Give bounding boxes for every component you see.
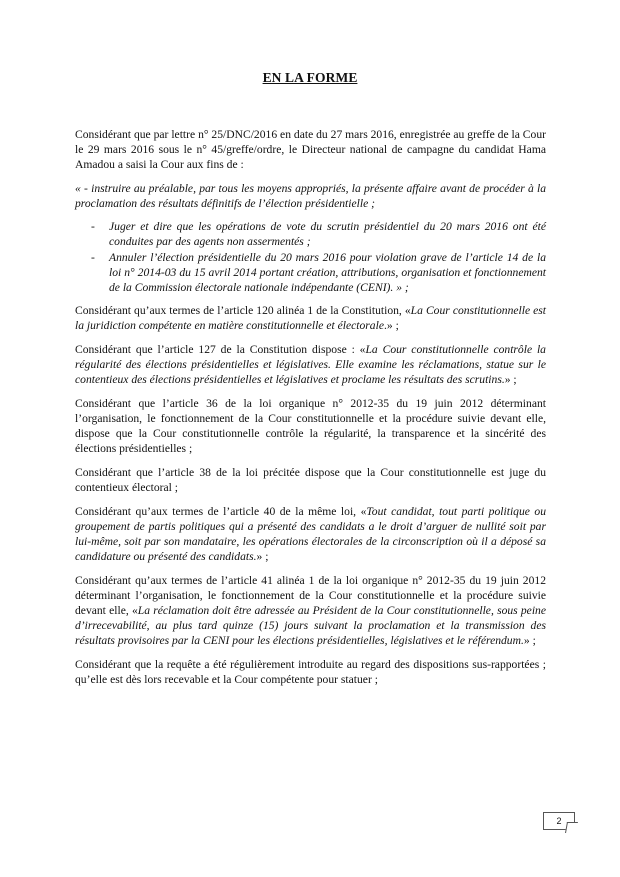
document-body xyxy=(75,127,546,696)
paragraph-admissibility: Considérant que la requête a été régulièrement introduite au regard des dispositions sus-rapportées ; qu’elle est dès lors recevable et la Cour compétente pour statuer ; xyxy=(75,658,546,686)
list-item: - Juger et dire que les opérations de vote du scrutin présidentiel du 20 mars 2016 ont été conduites par des agents non assermentés ; xyxy=(91,220,546,248)
paragraph-referral: Considérant que par lettre n° 25/DNC/2016 en date du 27 mars 2016, enregistrée au greffe de la Cour le 29 mars 2016 sous le n° 45/greffe/ordre, le Directeur national de campagne du candidat Hama Amadou a saisi la Cour aux fins de : xyxy=(75,128,546,171)
list-item: - Annuler l’élection présidentielle du 20 mars 2016 pour violation grave de l’article 14 de la loi n° 2014-03 du 15 avril 2014 portant création, attributions, organisation et fonctionnement de la Commission électorale nationale indépendante (CENI). » ; xyxy=(91,251,546,294)
page-corner-fold xyxy=(565,822,578,833)
paragraph-request-intro: « - instruire au préalable, par tous les moyens appropriés, la présente affaire avant de procéder à la proclamation des résultats définitifs de l’élection présidentielle ; xyxy=(75,182,546,210)
paragraph-article-120: Considérant qu’aux termes de l’article 120 alinéa 1 de la Constitution, «La Cour constitutionnelle est la juridiction compétente en matière constitutionnelle et électorale.» ; xyxy=(75,304,547,332)
paragraph-article-41: Considérant qu’aux termes de l’article 41 alinéa 1 de la loi organique n° 2012-35 du 19 juin 2012 déterminant l’organisation, le fonctionnement de la Cour constitutionnelle et la procédure suivie devant elle, «La réclamation doit être adressée au Président de la Cour constitutionnelle, sous peine d’irrecevabilité, au plus tard quinze (15) jours suivant la proclamation et la transmission des résultats provisoires par la CENI pour les élections présidentielles, législatives et le référendum.» ; xyxy=(75,574,546,647)
paragraph-article-36: Considérant que l’article 36 de la loi organique n° 2012-35 du 19 juin 2012 déterminant l’organisation, le fonctionnement de la Cour constitutionnelle et la procédure suivie devant elle, dispose que la Cour constitutionnelle contrôle la régularité, la transparence et la sincérité des élections présidentielles ; xyxy=(75,397,546,455)
paragraph-article-127: Considérant que l’article 127 de la Constitution dispose : «La Cour constitutionnelle contrôle la régularité des élections présidentielles et législatives. Elle examine les réclamations, statue sur le contentieux des élections présidentielles et législatives et proclame les résultats des scrutins.» ; xyxy=(75,343,546,386)
page-number: 2 xyxy=(543,812,575,830)
paragraph-article-40: Considérant qu’aux termes de l’article 40 de la même loi, «Tout candidat, tout parti politique ou groupement de partis politiques qui a présenté des candidats a le droit d’arguer de nullité soit par lui-même, soit par son mandataire, les opérations électorales de la circonscription où il a déposé sa candidature ou présenté des candidats.» ; xyxy=(75,505,547,563)
paragraph-article-38: Considérant que l’article 38 de la loi précitée dispose que la Cour constitutionnelle est juge du contentieux électoral ; xyxy=(75,466,546,494)
request-list xyxy=(75,219,546,295)
section-heading: EN LA FORME xyxy=(262,70,358,85)
